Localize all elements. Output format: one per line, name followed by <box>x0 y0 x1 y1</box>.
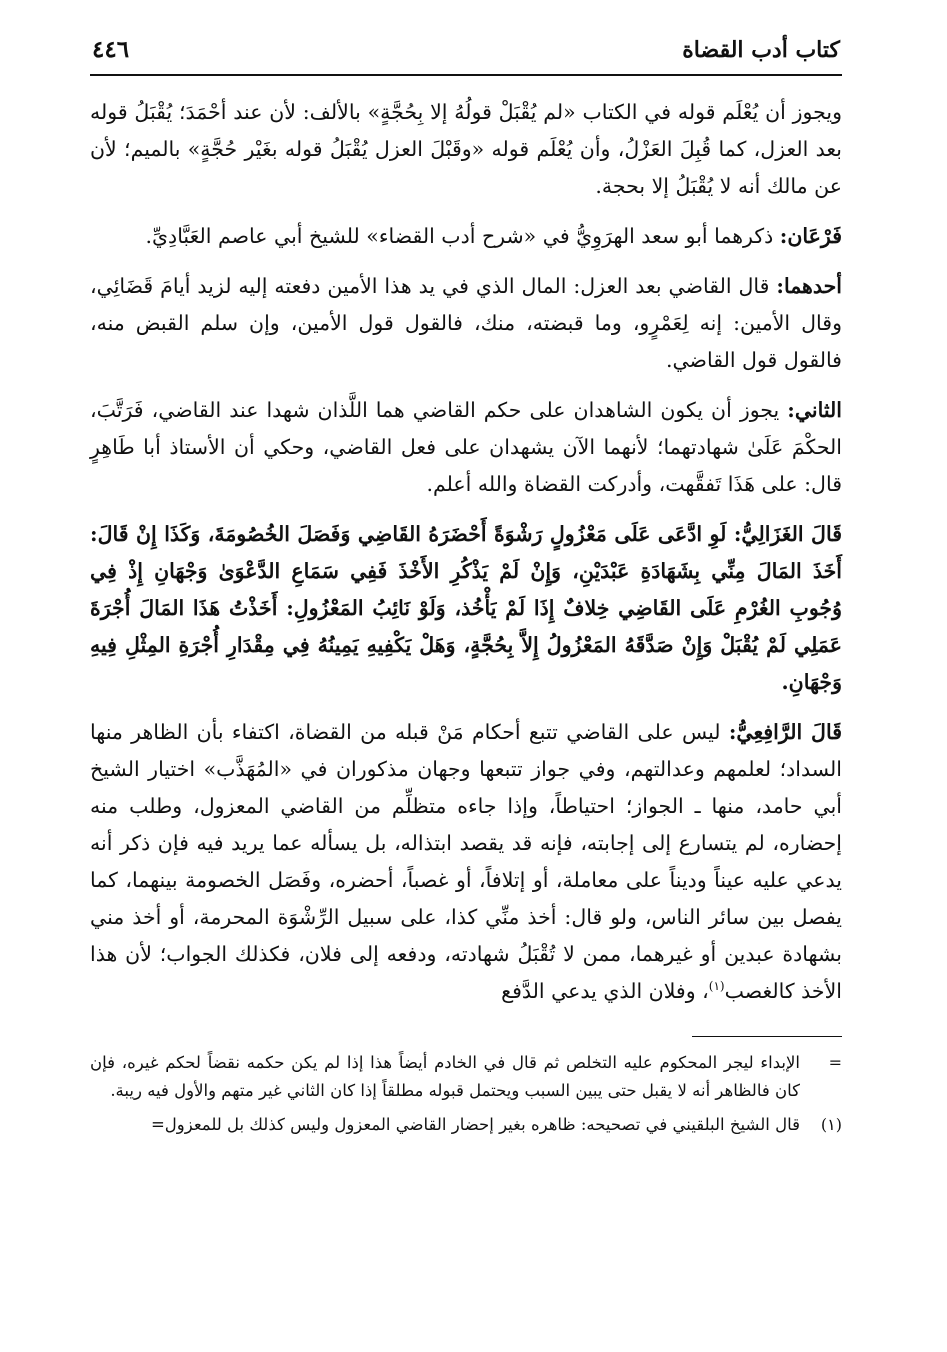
running-title: كتاب أدب القضاة <box>682 37 840 63</box>
footnote-marker: = <box>828 1053 842 1072</box>
footnote-text: الإبداء ليجر المحكوم عليه التخلص ثم قال في الخادم أيضاً هذا إذا لم يكن حكمه نقضاً لحكم غيره، فإن كان فالظاهر أنه لا يقبل حتى يبين السبب ويحتمل قبوله مطلقاً إذا كان الثاني غير متهم والأول فيه ريبة. <box>90 1053 800 1100</box>
paragraph-text: ليس على القاضي تتبع أحكام مَنْ قبله من القضاة، اكتفاء بأن الظاهر منها السداد؛ لعلمهم وعدالتهم، وفي جواز تتبعها وجهان مذكوران في «المُهَذَّب» اختيار الشيخ أبي حامد، منها ـ الجواز؛ احتياطاً، وإذا جاءه متظلِّم من القاضي المعزول، وطلب منه إحضاره، لم يتسارع إلى إجابته، فإنه قد يقصد ابتذاله، بل يسأله عما يريد فيه فإن ذكر أنه يدعي عليه عيناً وديناً على معاملة، أو إتلافاً، أو غصباً، أحضره، وفَصَل الخصومة بينهما، كما يفصل بين سائر الناس، ولو قال: أخذ منِّي كذا، على سبيل الرِّشْوَة المحرمة، أو أخذ مني بشهادة عبدين أو غيرهما، ممن لا تُقْبَلُ شهادته، ودفعه إلى فلان، فكذلك الجواب؛ لأن هذا الأخذ كالغصب <box>90 720 842 1003</box>
paragraph-heading: قَالَ الرَّافِعِيُّ: <box>728 720 843 744</box>
paragraph-text: يجوز أن يكون الشاهدان على حكم القاضي هما اللَّذان شهدا عند القاضي، فَرَتَّبَ، الحكْمَ عَلَىٰ شهادتهما؛ لأنهما الآن يشهدان على فعل القاضي، وحكي أن الأستاذ أبا طَاهِرٍ قال: على هَذَا تَفقَّهت، وأدركت القضاة والله أعلم. <box>90 398 842 496</box>
footnote-divider <box>692 1036 842 1037</box>
page-header <box>90 36 842 76</box>
paragraph-text: قال القاضي بعد العزل: المال الذي في يد هذا الأمين دفعته إليه لزيد أيامَ قَضَائِي، وقال الأمين: إنه لِعَمْرٍو، وما قبضته، منك، فالقول قول الأمين، وإن سلم القبض منه، فالقول قول القاضي. <box>90 274 842 372</box>
paragraph-heading: أحدهما: <box>776 274 842 298</box>
paragraph-text: ويجوز أن يُعْلَم قوله في الكتاب «لم يُقْبَلْ قولُهُ إلا بِحُجَّةٍ» بالألف: لأن عند أحْمَدَ؛ يُقْبَلُ قوله بعد العزل، كما قُبِلَ العَزْلُ، وأن يُعْلَم قوله «وقَبْلَ العزل يُقْبَلُ قوله بغَيْر حُجَّةٍ» بالميم؛ لأن عن مالك أنه لا يُقْبَلُ إلا بحجة. <box>90 100 842 198</box>
page-number: ٤٤٦ <box>92 36 130 63</box>
paragraph-ghazali-matn <box>90 516 842 701</box>
paragraph-text: ذكرهما أبو سعد الهرَوِيُّ في «شرح أدب القضاء» للشيخ أبي عاصم العَبَّادِيِّ. <box>145 224 780 248</box>
paragraph-first-branch <box>90 268 842 379</box>
footnote-reference: (١) <box>708 979 725 994</box>
paragraph-heading: الثاني: <box>787 398 842 422</box>
footnotes <box>90 1049 842 1139</box>
footnote-1 <box>90 1111 842 1139</box>
book-page <box>90 36 842 1326</box>
paragraph-intro <box>90 94 842 205</box>
footnote-marker: (١) <box>820 1115 842 1134</box>
footnote-continuation <box>90 1049 842 1105</box>
footnote-text: قال الشيخ البلقيني في تصحيحه: ظاهره بغير إحضار القاضي المعزول وليس كذلك بل للمعزول= <box>150 1115 800 1134</box>
paragraph-second-branch <box>90 392 842 503</box>
paragraph-text: قَالَ الغَزَالِيُّ: لَوِ ادَّعَى عَلَى مَعْزُولٍ رَشْوَةً أَحْضَرَهُ القَاضِي وَفَصَلَ الخُصُومَةَ، وَكَذَا إِنْ قَالَ: أَخَذَ المَالَ مِنِّي بِشَهَادَةِ عَبْدَيْنِ، وَإِنْ لَمْ يَذْكُرِ الأَخْذَ فَفِي سَمَاعِ الدَّعْوَىٰ وَجْهَانِ إِذْ فِي وُجُوبِ الغُرْمِ عَلَى القَاضِي خِلافٌ إِذَا لَمْ يَأْخُذ، وَلَوْ نَائِبُ المَعْزُولِ: أَخَذْتُ هَذَا المَالَ أُجْرَةَ عَمَلِي لَمْ يُقْبَلْ وَإِنْ صَدَّقَهُ المَعْزُولُ إِلاَّ بِحُجَّةٍ، وَهَلْ يَكْفِيهِ يَمِينُهُ فِي مِقْدَارِ أُجْرَةِ المِثْلِ فِيهِ وَجْهَانِ. <box>90 522 842 694</box>
paragraph-rafii-commentary <box>90 714 842 1010</box>
paragraph-text-continued: ، وفلان الذي يدعي الدَّفع <box>501 979 709 1003</box>
page-body <box>90 94 842 1010</box>
paragraph-heading: فَرْعَان: <box>779 224 842 248</box>
paragraph-two-branches <box>90 218 842 255</box>
